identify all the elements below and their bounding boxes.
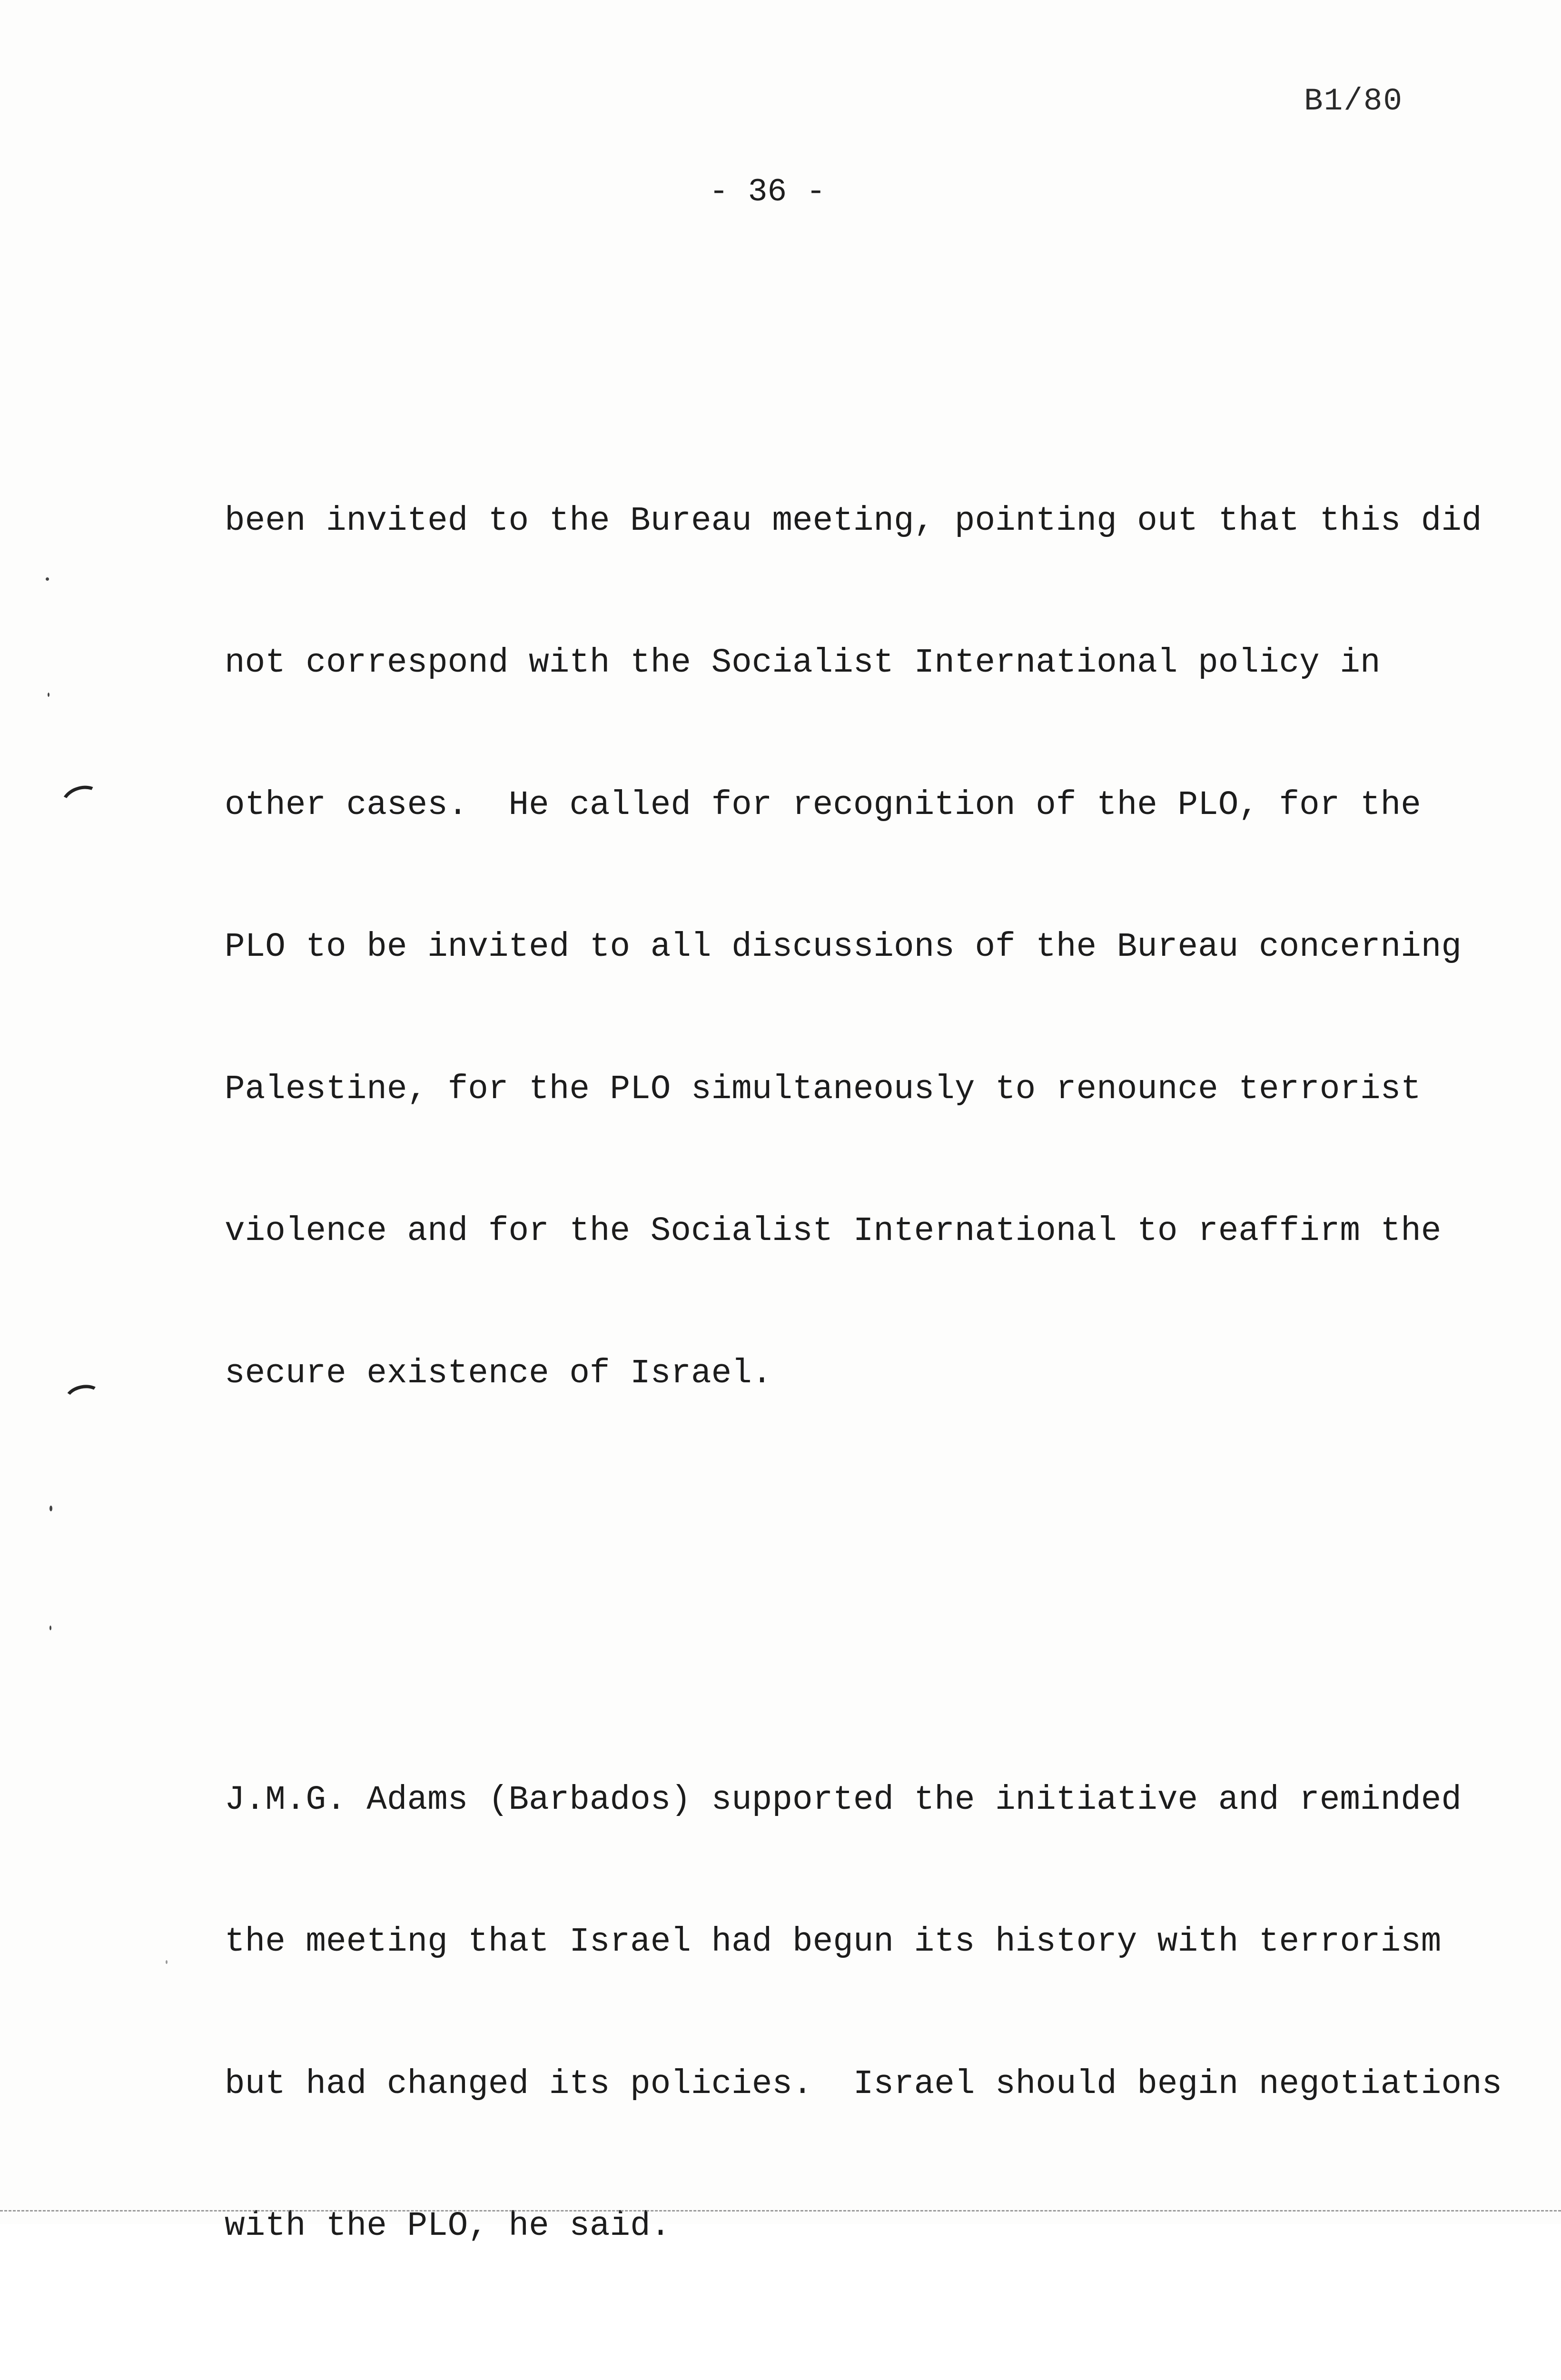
- text-line: J.M.G. Adams (Barbados) supported the initiative and reminded: [225, 1781, 1462, 1819]
- scan-speck: [46, 577, 49, 581]
- page-edge-rule: [0, 2210, 1561, 2211]
- punch-hole-mark: [58, 781, 106, 822]
- scan-speck: [49, 1506, 52, 1511]
- scan-speck: [166, 1960, 168, 1964]
- text-line: with the PLO, he said.: [225, 2207, 671, 2245]
- paragraph: [225, 403, 1482, 1493]
- text-line: been invited to the Bureau meeting, pointing out that this did: [225, 502, 1482, 540]
- scan-speck: [49, 1626, 51, 1630]
- paragraph: [225, 1682, 1502, 2345]
- text-line: secure existence of Israel.: [225, 1354, 772, 1393]
- page-number: - 36 -: [709, 174, 826, 210]
- text-line: other cases. He called for recognition of the PLO, for the: [225, 786, 1421, 824]
- text-line: PLO to be invited to all discussions of the Bureau concerning: [225, 928, 1462, 966]
- scan-speck: [48, 693, 49, 697]
- text-line: the meeting that Israel had begun its history with terrorism: [225, 1923, 1442, 1961]
- document-body: [225, 261, 1502, 2380]
- text-line: violence and for the Socialist International to reaffirm the: [225, 1212, 1442, 1250]
- text-line: not correspond with the Socialist International policy in: [225, 644, 1381, 682]
- text-line: Palestine, for the PLO simultaneously to renounce terrorist: [225, 1070, 1421, 1109]
- text-line: but had changed its policies. Israel should begin negotiations: [225, 2065, 1502, 2103]
- document-reference: B1/80: [1304, 83, 1403, 119]
- punch-hole-mark: [62, 1381, 105, 1415]
